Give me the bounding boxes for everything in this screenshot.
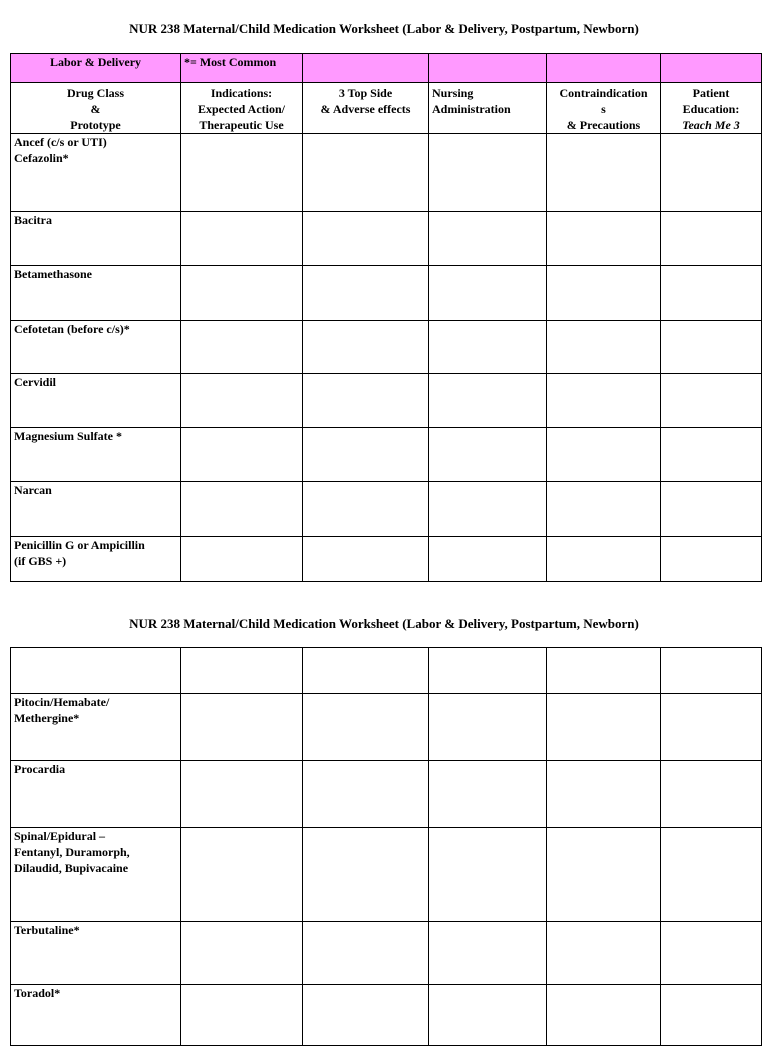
drug-name: Betamethasone [14,267,92,281]
drug-name-cell [11,648,181,694]
answer-cell[interactable] [181,761,303,828]
answer-cell[interactable] [429,648,547,694]
answer-cell[interactable] [429,828,547,922]
answer-cell[interactable] [181,266,303,321]
answer-cell[interactable] [303,428,429,482]
answer-cell[interactable] [661,428,762,482]
drug-name-cell [11,428,181,482]
answer-cell[interactable] [661,537,762,582]
answer-cell[interactable] [429,212,547,266]
column-header-nursing: Nursing Administration [429,83,547,134]
drug-name-cell [11,266,181,321]
answer-cell[interactable] [429,134,547,212]
answer-cell[interactable] [661,648,762,694]
answer-cell[interactable] [547,374,661,428]
column-header-education: Patient Education: Teach Me 3 [661,83,762,134]
drug-name-cell [11,537,181,582]
drug-name-cell [11,985,181,1046]
table-row [11,428,762,482]
answer-cell[interactable] [547,212,661,266]
drug-name: Bacitra [14,213,52,227]
drug-name-cell [11,761,181,828]
answer-cell[interactable] [661,134,762,212]
answer-cell[interactable] [547,482,661,537]
answer-cell[interactable] [547,761,661,828]
answer-cell[interactable] [547,537,661,582]
header-blank-cell [547,54,661,83]
answer-cell[interactable] [661,374,762,428]
answer-cell[interactable] [429,482,547,537]
drug-name-cell [11,321,181,374]
table-row [11,482,762,537]
column-header-indications: Indications: Expected Action/ Therapeutic Use [181,83,303,134]
drug-name-cell [11,134,181,212]
answer-cell[interactable] [181,428,303,482]
drug-name: Magnesium Sulfate * [14,429,122,443]
answer-cell[interactable] [429,922,547,985]
legend-label: *= Most Common [181,54,303,83]
answer-cell[interactable] [429,428,547,482]
answer-cell[interactable] [547,134,661,212]
answer-cell[interactable] [181,374,303,428]
drug-name: Procardia [14,762,66,776]
answer-cell[interactable] [303,648,429,694]
answer-cell[interactable] [429,985,547,1046]
medication-worksheet-table [10,53,762,582]
answer-cell[interactable] [661,266,762,321]
answer-cell[interactable] [181,482,303,537]
answer-cell[interactable] [429,537,547,582]
answer-cell[interactable] [547,321,661,374]
answer-cell[interactable] [661,321,762,374]
answer-cell[interactable] [181,212,303,266]
answer-cell[interactable] [547,828,661,922]
answer-cell[interactable] [547,648,661,694]
answer-cell[interactable] [303,321,429,374]
worksheet-title-page-2: NUR 238 Maternal/Child Medication Worksheet (Labor & Delivery, Postpartum, Newborn) [129,616,639,631]
drug-name: Narcan [14,483,52,497]
column-header-side-effects: 3 Top Side & Adverse effects [303,83,429,134]
drug-name: Terbutaline* [14,923,80,937]
table-row [11,828,762,922]
answer-cell[interactable] [181,922,303,985]
answer-cell[interactable] [303,694,429,761]
table-row [11,985,762,1046]
answer-cell[interactable] [303,374,429,428]
answer-cell[interactable] [429,761,547,828]
answer-cell[interactable] [429,694,547,761]
answer-cell[interactable] [181,537,303,582]
answer-cell[interactable] [429,374,547,428]
answer-cell[interactable] [303,828,429,922]
table-row [11,321,762,374]
header-blank-cell [303,54,429,83]
drug-name-cell [11,212,181,266]
answer-cell[interactable] [303,266,429,321]
answer-cell[interactable] [181,985,303,1046]
answer-cell[interactable] [661,828,762,922]
drug-name-cell [11,482,181,537]
answer-cell[interactable] [303,761,429,828]
header-blank-cell [661,54,762,83]
worksheet-title: NUR 238 Maternal/Child Medication Worksheet (Labor & Delivery, Postpartum, Newborn) [129,21,639,36]
answer-cell[interactable] [303,537,429,582]
answer-cell[interactable] [181,648,303,694]
answer-cell[interactable] [547,428,661,482]
answer-cell[interactable] [429,266,547,321]
drug-name-cell [11,828,181,922]
answer-cell[interactable] [303,482,429,537]
answer-cell[interactable] [303,985,429,1046]
table-row [11,374,762,428]
table-row [11,537,762,582]
drug-name-cell [11,922,181,985]
answer-cell[interactable] [661,482,762,537]
answer-cell[interactable] [661,212,762,266]
drug-name: Ancef (c/s or UTI) Cefazolin* [14,135,107,165]
answer-cell[interactable] [303,922,429,985]
answer-cell[interactable] [547,985,661,1046]
drug-name: Pitocin/Hemabate/ Methergine* [14,695,110,725]
answer-cell[interactable] [181,134,303,212]
column-header-contraindications: Contraindication s & Precautions [547,83,661,134]
medication-worksheet-table-continued [10,647,762,1046]
answer-cell[interactable] [547,694,661,761]
table-row [11,922,762,985]
answer-cell[interactable] [547,922,661,985]
answer-cell[interactable] [303,134,429,212]
answer-cell[interactable] [661,922,762,985]
table-row [11,134,762,212]
answer-cell[interactable] [303,212,429,266]
answer-cell[interactable] [181,828,303,922]
section-header-row [11,54,762,83]
answer-cell[interactable] [661,761,762,828]
table-row [11,266,762,321]
answer-cell[interactable] [429,321,547,374]
answer-cell[interactable] [547,266,661,321]
answer-cell[interactable] [181,694,303,761]
drug-name: Spinal/Epidural – Fentanyl, Duramorph, Dilaudid, Bupivacaine [14,829,130,875]
header-blank-cell [429,54,547,83]
column-header-row [11,83,762,134]
drug-name-cell [11,374,181,428]
answer-cell[interactable] [661,694,762,761]
drug-name: Penicillin G or Ampicillin (if GBS +) [14,538,145,568]
drug-name-cell [11,694,181,761]
table-row [11,212,762,266]
column-header-drug-class: Drug Class & Prototype [11,83,181,134]
answer-cell[interactable] [661,985,762,1046]
drug-name: Toradol* [14,986,61,1000]
table-row [11,694,762,761]
drug-name: Cervidil [14,375,56,389]
answer-cell[interactable] [181,321,303,374]
table-row [11,761,762,828]
table-row [11,648,762,694]
drug-name: Cefotetan (before c/s)* [14,322,130,336]
section-label: Labor & Delivery [11,54,181,83]
